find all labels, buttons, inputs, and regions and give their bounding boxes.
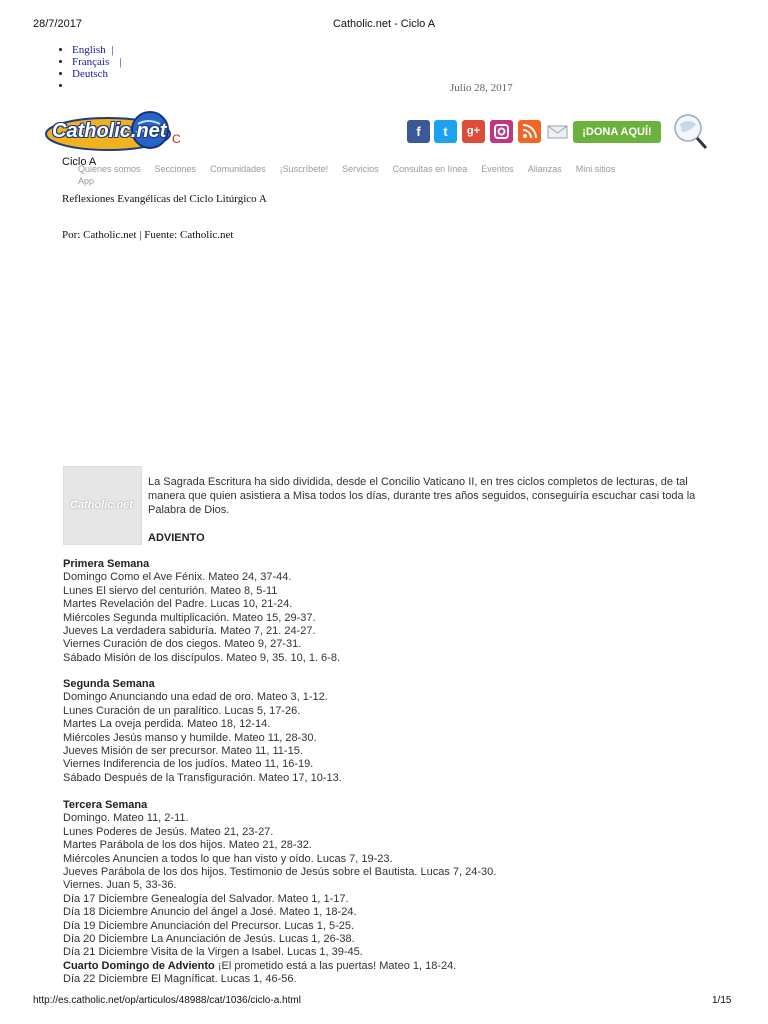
current-date: Julio 28, 2017 bbox=[450, 82, 513, 94]
reading-line: Miércoles Jesús manso y humilde. Mateo 11, 28-30. bbox=[63, 731, 317, 744]
print-date: 28/7/2017 bbox=[33, 18, 82, 30]
article-subtitle: Reflexiones Evangélicas del Ciclo Litúrgico A bbox=[62, 193, 267, 205]
week-heading: Tercera Semana bbox=[63, 799, 148, 811]
language-item bbox=[72, 44, 121, 56]
reading-line: Domingo Anunciando una edad de oro. Mateo 3, 1-12. bbox=[63, 691, 328, 704]
nav-servicios[interactable]: Servicios bbox=[342, 164, 379, 174]
page-title: Ciclo A bbox=[62, 156, 97, 168]
logo-suffix: C bbox=[172, 132, 181, 146]
reading-line: Martes Parábola de los dos hijos. Mateo 21, 28-32. bbox=[63, 839, 312, 852]
reading-line: Día 18 Diciembre Anuncio del ángel a José. Mateo 1, 18-24. bbox=[63, 906, 357, 919]
nav-app[interactable]: App bbox=[78, 176, 95, 186]
language-separator: | bbox=[111, 44, 114, 56]
twitter-icon[interactable]: t bbox=[434, 120, 457, 143]
reading-line: Martes Revelación del Padre. Lucas 10, 21-24. bbox=[63, 598, 293, 611]
reading-line: Jueves La verdadera sabiduría. Mateo 7, 21. 24-27. bbox=[63, 625, 316, 638]
reading-line: Día 19 Diciembre Anunciación del Precursor. Lucas 1, 5-25. bbox=[63, 919, 355, 932]
reading-line: Domingo Como el Ave Fénix. Mateo 24, 37-44. bbox=[63, 571, 292, 584]
reading-line: Miércoles Segunda multiplicación. Mateo 15, 29-37. bbox=[63, 611, 316, 624]
reading-line: Miércoles Anuncien a todos lo que han visto y oído. Lucas 7, 19-23. bbox=[63, 852, 393, 865]
reading-line bbox=[63, 960, 703, 973]
donate-button[interactable]: ¡DONA AQUÍ! bbox=[573, 121, 661, 143]
google-plus-icon[interactable]: g+ bbox=[462, 120, 485, 143]
reading-line: Sábado Misión de los discípulos. Mateo 9, 35. 10, 1. 6-8. bbox=[63, 651, 340, 664]
season-heading: ADVIENTO bbox=[148, 532, 205, 544]
language-item bbox=[72, 56, 121, 68]
language-list bbox=[62, 44, 121, 92]
reading-line: Día 21 Diciembre Visita de la Virgen a Isabel. Lucas 1, 39-45. bbox=[63, 946, 363, 959]
print-page-number: 1/15 bbox=[712, 995, 732, 1006]
language-link-english[interactable]: English bbox=[72, 44, 106, 56]
instagram-icon[interactable] bbox=[490, 120, 513, 143]
site-logo[interactable] bbox=[44, 110, 172, 154]
language-item-empty bbox=[72, 80, 121, 92]
language-link-francais[interactable]: Français bbox=[72, 56, 110, 68]
language-separator: | bbox=[119, 56, 122, 68]
reading-line-bold: Cuarto Domingo de Adviento bbox=[63, 959, 215, 972]
logo-text: Catholic.net bbox=[52, 120, 167, 142]
language-item bbox=[72, 68, 121, 80]
reading-line: Martes La oveja perdida. Mateo 18, 12-14. bbox=[63, 718, 271, 731]
nav-quienes-somos[interactable]: Quienes somos bbox=[78, 164, 141, 174]
article-intro: La Sagrada Escritura ha sido dividida, desde el Concilio Vaticano II, en tres ciclos completos de lecturas, de tal manera que quien asistiera a Misa todos los días, durante tres años seguidos, conseguiría escuchar casi toda la Palabra de Dios. bbox=[148, 476, 696, 516]
reading-line: Lunes Curación de un paralítico. Lucas 5, 17-26. bbox=[63, 704, 301, 717]
magnifier-globe-icon bbox=[668, 110, 710, 154]
main-nav bbox=[78, 163, 668, 187]
reading-line: Día 20 Diciembre La Anunciación de Jesús. Lucas 1, 26-38. bbox=[63, 933, 355, 946]
mail-icon[interactable] bbox=[546, 120, 569, 143]
reading-line: Viernes Indiferencia de los judíos. Mateo 11, 16-19. bbox=[63, 758, 314, 771]
nav-comunidades[interactable]: Comunidades bbox=[210, 164, 266, 174]
thumbnail-logo-text: Catholic.net bbox=[70, 499, 133, 511]
week-heading: Primera Semana bbox=[63, 558, 150, 570]
facebook-icon[interactable]: f bbox=[407, 120, 430, 143]
week-section bbox=[63, 799, 703, 987]
nav-consultas[interactable]: Consultas en línea bbox=[392, 164, 468, 174]
nav-mini-sitios[interactable]: Mini sitios bbox=[575, 164, 616, 174]
week-section bbox=[63, 558, 703, 665]
reading-line: Jueves Misión de ser precursor. Mateo 11, 11-15. bbox=[63, 745, 303, 758]
reading-line-rest: ¡El prometido está a las puertas! Mateo 1, 18-24. bbox=[214, 959, 457, 972]
reading-line: Lunes Poderes de Jesús. Mateo 21, 23-27. bbox=[63, 825, 274, 838]
nav-secciones[interactable]: Secciones bbox=[154, 164, 197, 174]
language-link-deutsch[interactable]: Deutsch bbox=[72, 68, 109, 80]
reading-line: Día 22 Diciembre El Magníficat. Lucas 1, 46-56. bbox=[63, 973, 297, 986]
reading-line: Lunes El siervo del centurión. Mateo 8, 5-11 bbox=[63, 584, 278, 597]
week-heading: Segunda Semana bbox=[63, 678, 155, 690]
reading-line: Día 17 Diciembre Genealogía del Salvador. Mateo 1, 1-17. bbox=[63, 892, 349, 905]
reading-line: Viernes. Juan 5, 33-36. bbox=[63, 879, 177, 892]
article-thumbnail bbox=[63, 466, 142, 545]
week-section bbox=[63, 678, 703, 785]
reading-line: Viernes Curación de dos ciegos. Mateo 9, 27-31. bbox=[63, 638, 302, 651]
print-title: Catholic.net - Ciclo A bbox=[332, 18, 436, 30]
rss-icon[interactable] bbox=[518, 120, 541, 143]
nav-eventos[interactable]: Eventos bbox=[481, 164, 514, 174]
nav-alianzas[interactable]: Alianzas bbox=[527, 164, 562, 174]
reading-line: Sábado Después de la Transfiguración. Mateo 17, 10-13. bbox=[63, 771, 342, 784]
reading-line: Domingo. Mateo 11, 2-11. bbox=[63, 812, 189, 825]
article-byline: Por: Catholic.net | Fuente: Catholic.net bbox=[62, 229, 234, 241]
print-url: http://es.catholic.net/op/articulos/48988/cat/1036/ciclo-a.html bbox=[33, 995, 301, 1006]
reading-line: Jueves Parábola de los dos hijos. Testimonio de Jesús sobre el Bautista. Lucas 7, 24-30. bbox=[63, 866, 497, 879]
nav-suscribete[interactable]: ¡Suscríbete! bbox=[279, 164, 329, 174]
